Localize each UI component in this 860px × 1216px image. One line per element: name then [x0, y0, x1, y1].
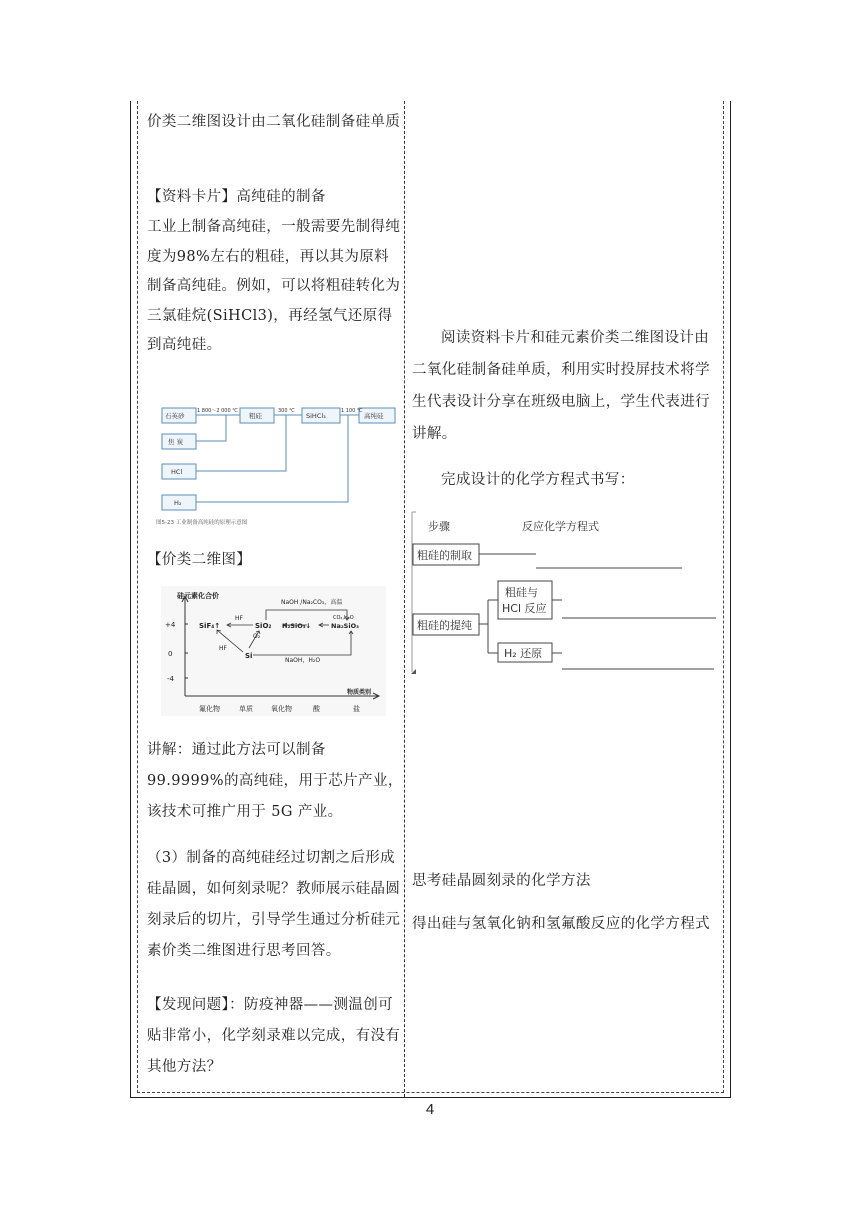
temp3-label: 1 100 ℃: [341, 408, 363, 414]
intro-text: 价类二维图设计由二氧化硅制备硅单质: [147, 114, 401, 130]
left-card-body: [147, 213, 403, 361]
y-tick-0: 0: [168, 650, 173, 658]
y-tick-minus4: -4: [167, 675, 174, 683]
crude-production-label: 粗硅的制取: [417, 549, 472, 562]
right-para1-text: 阅读资料卡片和硅元素价类二维图设计由二氧化硅制备硅单质，利用实时投屏技术将学生代表设计分享在班级电脑上，学生代表进行讲解。: [412, 330, 710, 442]
si-label: Si: [245, 652, 253, 660]
right-think: [412, 866, 717, 897]
left-question3: [147, 843, 403, 967]
table-inner-border-bottom: [137, 1092, 724, 1093]
equation-flow-svg: [410, 508, 720, 676]
right-think-text: 思考硅晶圆刻录的化学方法: [412, 873, 591, 889]
chart-heading: 【价类二维图】: [147, 552, 252, 568]
y-tick-plus4: +4: [165, 621, 176, 629]
hcl-reaction-line1: 粗硅与: [505, 586, 538, 599]
co2-label: CO₂,H₂O: [333, 615, 354, 621]
process-diagram: [156, 399, 400, 528]
purification-label: 粗硅的提纯: [417, 619, 472, 632]
valence-chart: [161, 586, 386, 716]
left-intro: [147, 107, 403, 138]
column-divider: [404, 101, 405, 1097]
x-label-fluoride: 氟化物: [199, 705, 220, 713]
hcl-reaction-line2: HCl 反应: [502, 602, 547, 615]
figure-caption: 图5-23 工业制备高纯硅的原理示意图: [156, 520, 248, 526]
temp2-label: 300 ℃: [278, 408, 295, 414]
problem-text: 【发现问题】：防疫神器——测温创可贴非常小，化学刻录难以完成，有没有其他方法？: [147, 997, 401, 1075]
page-number: 4: [425, 1101, 435, 1118]
top-reaction-label: NaOH /Na₂CO₃，高温: [281, 599, 343, 606]
y-axis-title: 硅元素化合价: [177, 592, 219, 600]
h2sio3-label: H₂SiO₃↓: [282, 622, 312, 630]
coke-label: 焦 炭: [168, 438, 184, 446]
left-explain: [147, 735, 403, 828]
x-label-element: 单质: [239, 705, 253, 713]
h2-reduction-label: H₂ 还原: [504, 647, 543, 660]
hf-left-label: HF: [219, 645, 227, 652]
sio2-label: SiO₂: [255, 622, 272, 630]
process-figure: [156, 399, 400, 528]
temp1-label: 1 800～2 000 ℃: [197, 408, 238, 414]
right-para2: [412, 465, 717, 496]
h2-label: H₂: [174, 499, 182, 507]
bottom-reaction-label: NaOH，H₂O: [285, 657, 321, 664]
left-card: [147, 182, 403, 213]
quartz-label: 石英砂: [165, 412, 185, 420]
table-inner-border-right: [723, 101, 724, 1093]
left-chart-heading: [147, 545, 403, 576]
sihcl3-label: SiHCl₃: [306, 412, 326, 420]
card-text: 工业上制备高纯硅，一般需要先制得纯度为98%左右的粗硅，再以其为原料制备高纯硅。例如，可以将粗硅转化为三氯硅烷(SiHCl3)，再经氢气还原得到高纯硅。: [147, 219, 401, 354]
hf-top-label: HF: [235, 615, 243, 622]
right-para2-text: 完成设计的化学方程式书写：: [441, 472, 635, 488]
equation-header: 反应化学方程式: [522, 520, 599, 533]
sif4-label: SiF₄↑: [199, 622, 221, 630]
pure-label: 高纯硅: [364, 412, 384, 420]
right-derive: [412, 908, 717, 941]
x-axis-title: 物质类别: [347, 689, 372, 696]
o2-label: O₂: [253, 633, 261, 640]
right-para1: [412, 322, 717, 450]
crude-label: 粗硅: [249, 412, 262, 420]
table-inner-border-left: [137, 101, 138, 1093]
valence-chart-svg: [161, 586, 386, 716]
hcl-label: HCl: [171, 468, 183, 476]
na2sio3-label: Na₂SiO₃: [331, 622, 359, 630]
x-label-oxide: 氧化物: [271, 705, 292, 713]
step-header: 步骤: [428, 520, 450, 533]
x-label-salt: 盐: [353, 705, 360, 713]
equation-flow-figure: [410, 508, 720, 676]
left-problem: [147, 990, 403, 1083]
explain-text: 讲解：通过此方法可以制备 99.9999%的高纯硅，用于芯片产业，该技术可推广用于 5G 产业。: [147, 742, 403, 820]
card-heading: 【资料卡片】高纯硅的制备: [147, 189, 326, 205]
x-label-acid: 酸: [313, 705, 320, 713]
question3-text: （3）制备的高纯硅经过切割之后形成硅晶圆，如何刻录呢？教师展示硅晶圆刻录后的切片，引导学生通过分析硅元素价类二维图进行思考回答。: [147, 850, 401, 959]
right-derive-text: 得出硅与氢氧化钠和氢氟酸反应的化学方程式: [412, 916, 710, 932]
